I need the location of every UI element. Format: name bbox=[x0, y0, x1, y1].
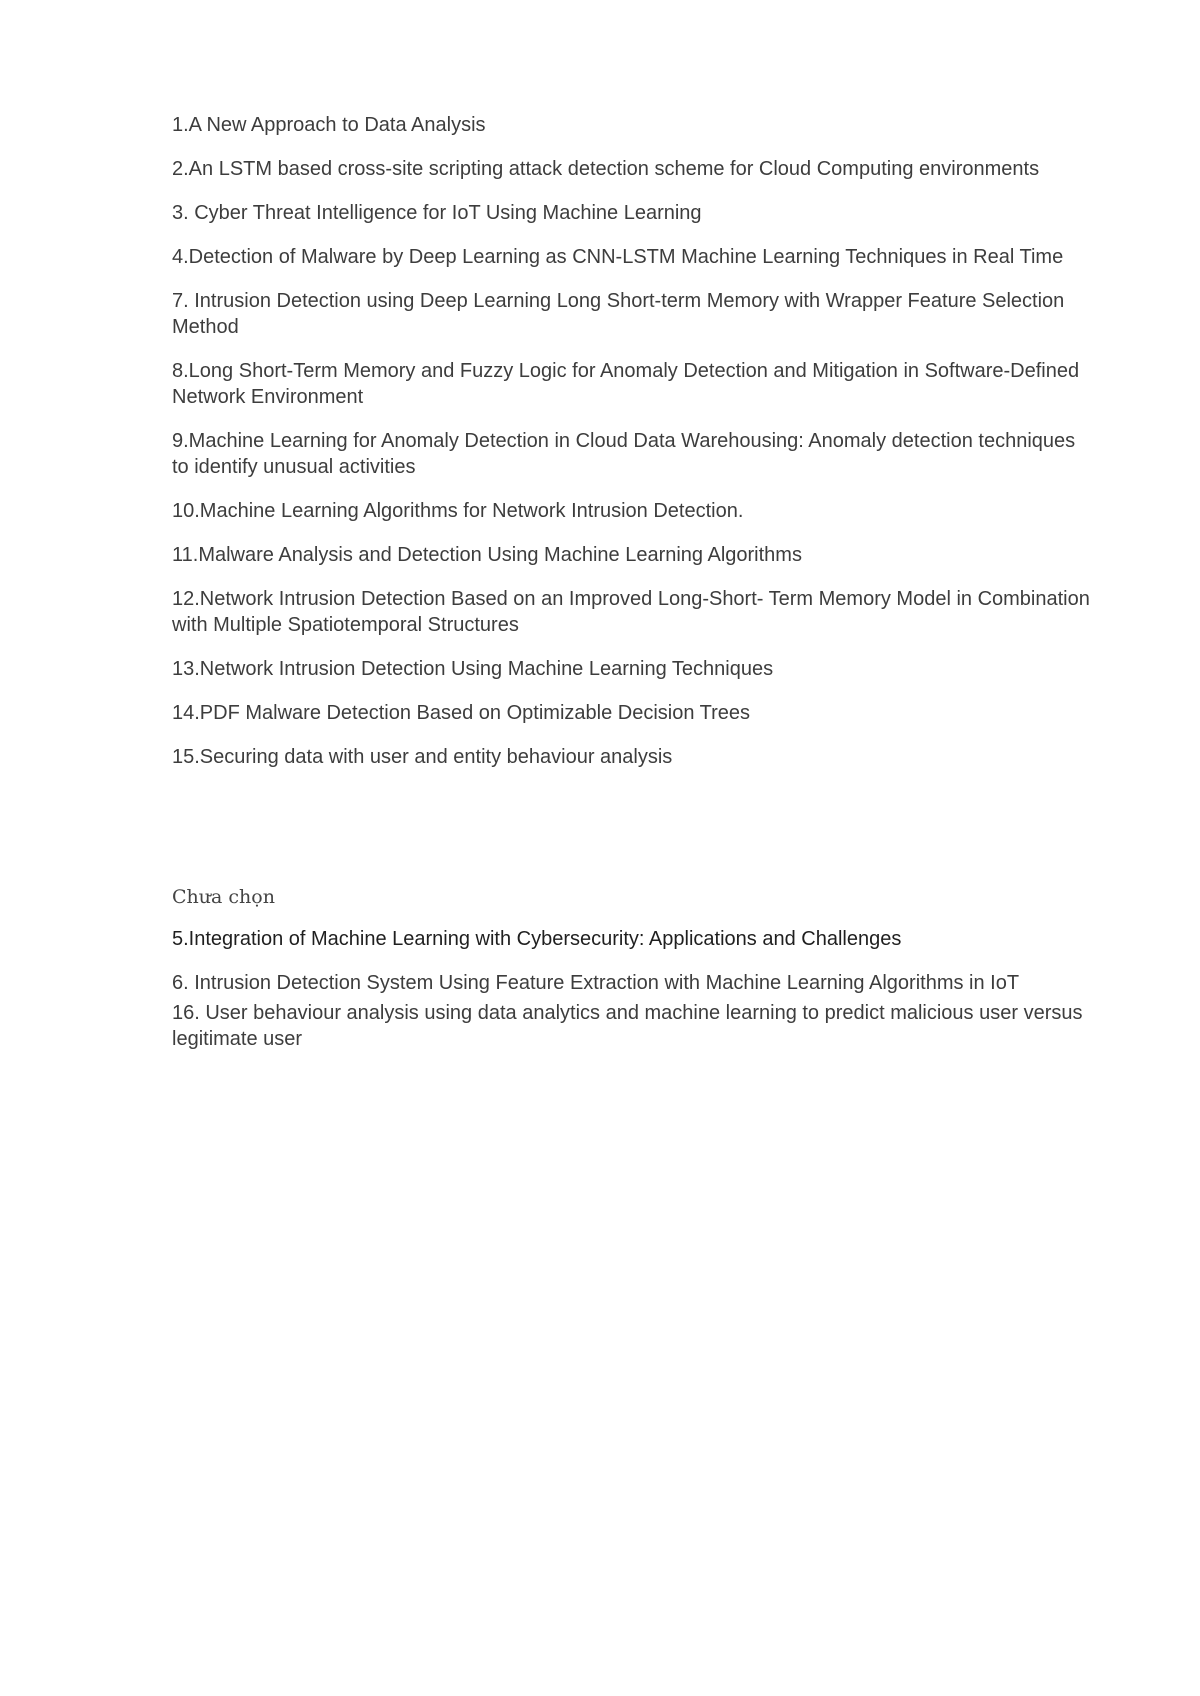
list-item: 16. User behaviour analysis using data analytics and machine learning to predict malicious user versus legitimate user bbox=[172, 1002, 1083, 1050]
list-item: 14.PDF Malware Detection Based on Optimizable Decision Trees bbox=[172, 702, 751, 724]
section-spacer bbox=[172, 788, 1092, 884]
section-heading: Chưa chọn bbox=[172, 886, 275, 908]
list-item: 2.An LSTM based cross-site scripting attack detection scheme for Cloud Computing environments bbox=[172, 158, 1040, 180]
document-body bbox=[172, 112, 1092, 1070]
list-item: 10.Machine Learning Algorithms for Network Intrusion Detection. bbox=[172, 500, 744, 522]
list-item: 3. Cyber Threat Intelligence for IoT Using Machine Learning bbox=[172, 202, 702, 224]
list-item: 12.Network Intrusion Detection Based on an Improved Long-Short- Term Memory Model in Combination with Multiple Spatiotemporal Structures bbox=[172, 588, 1090, 636]
list-item: 13.Network Intrusion Detection Using Machine Learning Techniques bbox=[172, 658, 774, 680]
list-item: 7. Intrusion Detection using Deep Learning Long Short-term Memory with Wrapper Feature Selection Method bbox=[172, 290, 1065, 338]
list-item: 8.Long Short-Term Memory and Fuzzy Logic for Anomaly Detection and Mitigation in Software-Defined Network Environment bbox=[172, 360, 1080, 408]
list-item: 6. Intrusion Detection System Using Feature Extraction with Machine Learning Algorithms in IoT bbox=[172, 972, 1020, 994]
list-item: 9.Machine Learning for Anomaly Detection in Cloud Data Warehousing: Anomaly detection techniques to identify unusual activities bbox=[172, 430, 1076, 478]
list-item: 15.Securing data with user and entity behaviour analysis bbox=[172, 746, 673, 768]
list-item: 5.Integration of Machine Learning with Cybersecurity: Applications and Challenges bbox=[172, 928, 902, 950]
list-item: 11.Malware Analysis and Detection Using Machine Learning Algorithms bbox=[172, 544, 802, 566]
list-item: 4.Detection of Malware by Deep Learning as CNN-LSTM Machine Learning Techniques in Real Time bbox=[172, 246, 1064, 268]
list-item: 1.A New Approach to Data Analysis bbox=[172, 114, 486, 136]
